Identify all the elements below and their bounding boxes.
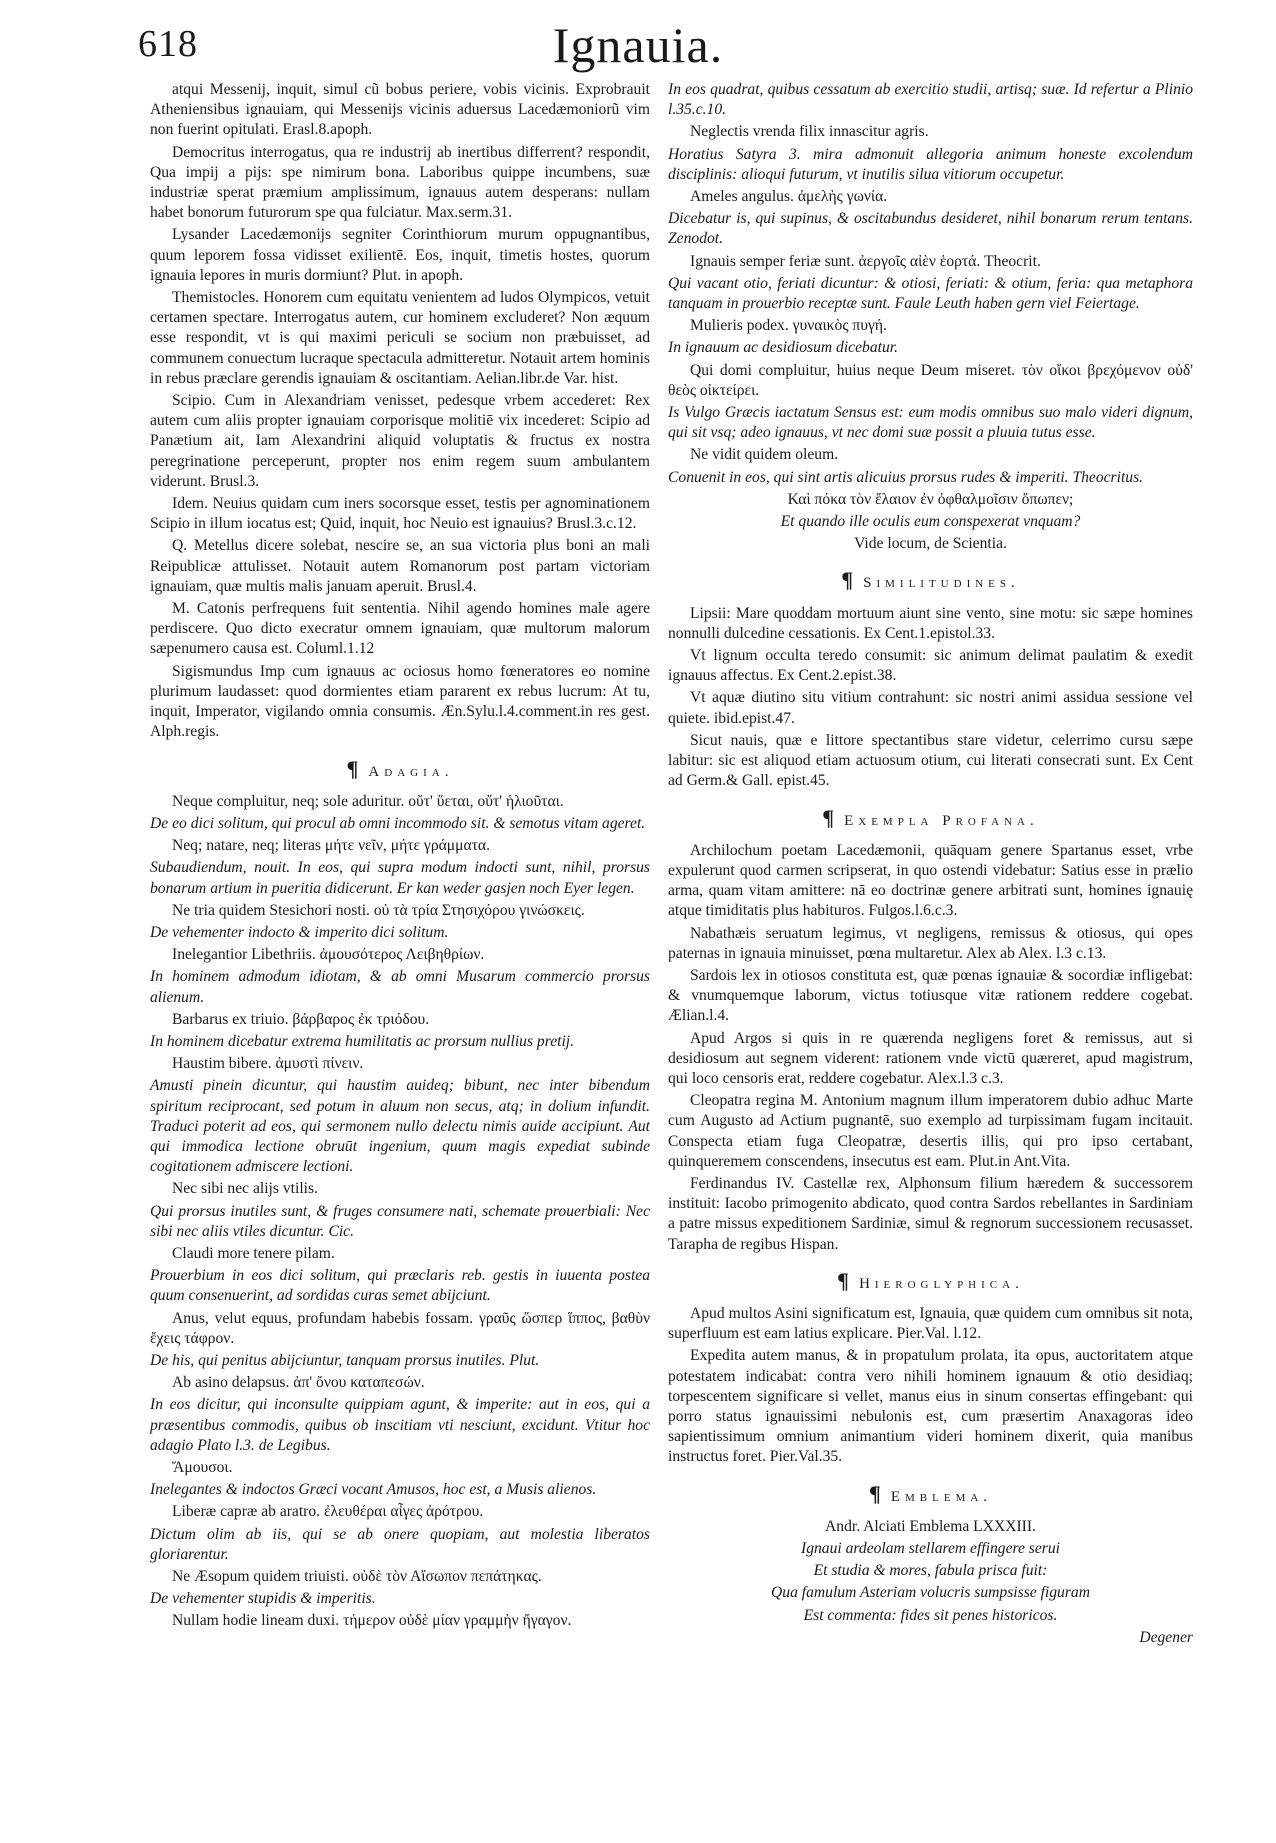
emblema-title: Andr. Alciati Emblema LXXXIII.	[825, 1517, 1036, 1535]
verse-line: Ignaui ardeolam stellarem effingere serui	[801, 1540, 1060, 1557]
adage-explanation: In eos dicitur, qui inconsulte quippiam agunt, & imperite: aut in eos, qui a præsentibus commodis, quibus ob inscitiam vti nesciunt, excidunt. Vtitur hoc adagio Plato l.3. de Legibus.	[150, 1396, 650, 1454]
adage-explanation: In hominem admodum idiotam, & ab omni Musarum commercio prorsus alienum.	[150, 968, 650, 1006]
adage: Mulieris podex. γυναικὸς πυγή.	[690, 317, 887, 335]
adage-explanation: Qui prorsus inutiles sunt, & fruges consumere nati, schemate prouerbiali: Nec sibi nec aliis vtiles dicuntur. Cic.	[150, 1202, 650, 1240]
paragraph: Ferdinandus IV. Castellæ rex, Alphonsum filium hæredem & successorem instituit: Iacobo primogenito abdicato, quod contra Sardos rebellantes in Sardiniam a patre missus expeditionem Sardiniæ, simul & regnorum successionem recusasset. Tarapha de regibus Hispan.	[668, 1174, 1193, 1253]
paragraph: Vt lignum occulta teredo consumit: sic animum delimat paulatim & exedit ignauus affectus. Ex Cent.2.epist.38.	[668, 647, 1193, 685]
adage: Neglectis vrenda filix innascitur agris.	[690, 123, 929, 141]
adage-explanation: De vehementer indocto & imperito dici solitum.	[150, 923, 449, 941]
adage: Barbarus ex triuio. βάρβαρος ἐκ τριόδου.	[172, 1010, 430, 1028]
paragraph: Archilochum poetam Lacedæmonii, quāquam genere Spartanus esset, vrbe expulerunt quod carmen scripserat, in quo ostendi videbatur: Satius esse in prælio arma, quam vitam amittere: nā eo doctrinæ genere arbitrati sunt, homines ignauię atque timiditatis plus habituros. Fulgos.l.6.c.3.	[668, 841, 1193, 920]
adage-explanation: Inelegantes & indoctos Græci vocant Amusos, hoc est, a Musis alienos.	[150, 1481, 597, 1499]
exempla-heading	[668, 804, 1193, 831]
right-column	[668, 80, 1193, 1650]
adage-explanation: Dicebatur is, qui supinus, & oscitabundus desideret, nihil bonarum rerum tentans. Zenodot.	[668, 210, 1193, 248]
adage-explanation: Dictum olim ab iis, qui se ab onere quopiam, aut molestia liberatos gloriarentur.	[150, 1525, 650, 1563]
adage: Nec sibi nec alijs vtilis.	[172, 1180, 318, 1198]
emblema-heading-text: Emblema.	[890, 1488, 993, 1505]
adage: Anus, velut equus, profundam habebis fossam. γραῦς ὥσπερ ἵππος, βαθὺν ἔχεις τάφρον.	[150, 1309, 650, 1347]
adage: Ἄμουσοι.	[172, 1459, 233, 1476]
adage-explanation: In hominem dicebatur extrema humilitatis ac prorsum nullius pretij.	[150, 1032, 575, 1050]
right-top-list	[668, 80, 1193, 554]
paragraph: Themistocles. Honorem cum equitatu venientem ad ludos Olympicos, vetuit certamen spectare. Interrogatus autem, cur hominem excluderet? Non æquum esse respondit, vt is qui maximi periculi se socium non præbuisset, ad communem conuectum lucraque spectacula admitteretur. Notauit artem hominis in rebus præclare gerendis ignauiam & oscitantiam. Aelian.libr.de Var. hist.	[150, 289, 650, 387]
paragraph: Lysander Lacedæmonijs segniter Corinthiorum murum oppugnantibus, quum leporem fossa vidisset exilientē. Eos, inquit, timetis hostes, quorum ignauia lepores in muris dormiunt? Plut. in apoph.	[150, 226, 650, 284]
adage-explanation: De his, qui penitus abijciuntur, tanquam prorsus inutiles. Plut.	[150, 1351, 540, 1369]
paragraph: atqui Messenij, inquit, simul cũ bobus periere, vobis vicinis. Exprobrauit Atheniensibus ignauiam, qui Messenijs vicinis aduersus Lacedæmoniorũ vim non fuerint opitulati. Erasl.8.apoph.	[150, 81, 650, 139]
adage-explanation: Vide locum, de Scientia.	[854, 535, 1007, 553]
adage-explanation: De vehementer stupidis & imperitis.	[150, 1590, 376, 1608]
adage-explanation: Prouerbium in eos dici solitum, qui præclaris reb. gestis in iuuenta postea quum consenuerint, ad sordidas curas semet abijciunt.	[150, 1267, 650, 1305]
adage: Claudi more tenere pilam.	[172, 1244, 335, 1262]
adage: Neq; natare, neq; literas μήτε νεῖν, μήτε γράμματα.	[172, 837, 491, 855]
similitudines-heading	[668, 567, 1193, 593]
adage: Neque compluitur, neq; sole aduritur. οὔτ' ὕεται, οὔτ' ἡλιοῦται.	[172, 792, 564, 810]
adage-explanation: In eos quadrat, quibus cessatum ab exercitio studii, artisq; suæ. Id refertur a Plinio l.35.c.10.	[668, 81, 1193, 119]
paragraph: Lipsii: Mare quoddam mortuum aiunt sine vento, sine motu: sic sæpe homines nonnulli dulcedine cessationis. Ex Cent.1.epistol.33.	[668, 604, 1193, 642]
adage: Ameles angulus. ἀμελὴς γωνία.	[690, 188, 888, 206]
similitudines-list	[668, 604, 1193, 792]
adage-explanation: Et quando ille oculis eum conspexerat vnquam?	[780, 513, 1081, 531]
page-number: 618	[138, 23, 198, 65]
adage: Ne Æsopum quidem triuisti. οὐδὲ τὸν Αἴσωπον πεπάτηκας.	[172, 1568, 542, 1586]
adagia-heading	[150, 755, 650, 782]
left-column	[150, 80, 650, 1634]
adage: Liberæ capræ ab aratro. ἐλευθέραι αἶγες ἀρότρου.	[172, 1503, 484, 1521]
paragraph: Cleopatra regina M. Antonium magnum illum imperatorem dubio adhuc Marte cum Augusto ad Actium pugnantē, suo exemplo ad turpissimam fugam incitauit. Conspecta etiam fuga Cleopatræ, desertis illis, qui pro ipso certabant, quinqueremem conscendens, insecutus est eam. Plut.in Ant.Vita.	[668, 1092, 1193, 1170]
adage: Nullam hodie lineam duxi. τήμερον οὐδὲ μίαν γραμμὴν ἤγαγον.	[172, 1612, 572, 1630]
similitudines-heading-text: Similitudines.	[863, 575, 1020, 592]
adage: Inelegantior Libethriis. ἀμουσότερος Λειβηθρίων.	[172, 946, 485, 964]
emblema-verses	[668, 1539, 1193, 1626]
paragraph: Idem. Neuius quidam cum iners socorsque esset, testis per agnominationem Scipio in illum iocatus est; Quid, inquit, hoc Neuio est ignauius? Brusl.3.c.12.	[150, 495, 650, 533]
paragraph: Democritus interrogatus, qua re industrij ab inertibus differrent? respondit, Qua impij a pijs: spe nimirum bona. Laboribus quippe incumbens, suæ industriæ sperat præmium amplissimum, ignauus autem desperans: nullam habet bonorum futurorum spe qua fulciatur. Max.serm.31.	[150, 143, 650, 222]
exempla-heading-text: Exempla Profana.	[844, 812, 1039, 829]
adage: Haustim bibere. ἀμυστὶ πίνειν.	[172, 1055, 364, 1073]
exempla-list	[668, 841, 1193, 1255]
paragraph: M. Catonis perfrequens fuit sententia. Nihil agendo homines male agere perdiscere. Quo dicto execratur omnem ignauiam, quæ multorum malorum sæpenumero causa est. Columl.1.12	[150, 600, 650, 658]
adage-explanation: Qui vacant otio, feriati dicuntur: & otiosi, feriati: & otium, feria: qua metaphora tanquam in prouerbio receptæ sunt. Faule Leuth haben gern viel Feiertage.	[668, 274, 1193, 313]
hieroglyphica-list	[668, 1304, 1193, 1468]
catchword: Degener	[1139, 1628, 1193, 1646]
verse-line: Et studia & mores, fabula prisca fuit:	[813, 1562, 1048, 1580]
paragraph: Expedita autem manus, & in propatulum prolata, ita opus, auctoritatem atque potestatem indicabat: contra vero nihili hominem ignauum & otio desidiaq; torpescentem significare si vellet, manus eius in sinum consertas effingebant: qui porro status ignauissimi nebulonis est, cum præsertim Anaxagoras ideo sapientissimum omnium animantium videri hominem dixerit, quia manibus instructus foret. Pier.Val.35.	[668, 1347, 1193, 1466]
pilcrow-icon: ¶	[841, 567, 854, 593]
hieroglyphica-heading	[668, 1267, 1193, 1294]
verse-line: Qua famulum Asteriam volucris sumpsisse figuram	[771, 1584, 1090, 1602]
adage-explanation: Is Vulgo Græcis iactatum Sensus est: eum modis omnibus suo malo videri dignum, qui sit vsq; adeo ignauus, vt nec domi suæ possit a pluuia tutus esse.	[668, 404, 1193, 442]
adage-explanation: Subaudiendum, nouit. In eos, qui supra modum indocti sunt, nihil, prorsus bonarum artium in pueritia didicerunt. Er kan weder gasjen noch Eyer legen.	[150, 859, 650, 897]
paragraph: Vt aquæ diutino situ vitium contrahunt: sic nostri animi assidua sessione vel quiete. ibid.epist.47.	[668, 689, 1193, 727]
adage: Ne tria quidem Stesichori nosti. οὐ τὰ τρία Στησιχόρου γινώσκεις.	[172, 901, 585, 919]
adage: Ab asino delapsus. ἀπ' ὄνου καταπεσών.	[172, 1374, 425, 1392]
paragraph: Sicut nauis, quæ e littore spectantibus stare videtur, celerrimo cursu sæpe labitur: sic est aliquod etiam actuosum otium, cui literati consecrati sunt. Ex Cent ad Germ.& Gall. epist.45.	[668, 731, 1193, 790]
running-head: Ignauia.	[552, 17, 724, 73]
adage-explanation: De eo dici solitum, qui procul ab omni incommodo sit. & semotus vitam ageret.	[150, 814, 646, 832]
paragraph: Apud Argos si quis in re quærenda negligens foret & remissus, aut si desidiosum aut segnem viderent: rationem vnde victū quæreret, apud magistrum, qui loco censoris erat, reddere cogebatur. Alex.l.3 c.3.	[668, 1029, 1193, 1087]
adagia-heading-text: Adagia.	[368, 763, 454, 780]
paragraph: Q. Metellus dicere solebat, nescire se, an sua victoria plus boni an mali Reipublicæ attulisset. Notauit autem Romanorum post partam victoriam ignauiam, quæ multis malis januam aperuit. Brusl.4.	[150, 537, 650, 595]
adage-explanation: In ignauum ac desidiosum dicebatur.	[668, 339, 898, 357]
pilcrow-icon: ¶	[868, 1480, 881, 1506]
pilcrow-icon: ¶	[346, 755, 359, 781]
adagia-list	[150, 792, 650, 1632]
emblema-heading	[668, 1480, 1193, 1507]
left-paragraphs	[150, 80, 650, 743]
paragraph: Sardois lex in otiosos constituta est, quæ pœnas ignauiæ & socordiæ infligebat: & vnumquemque laborum, victus totiusque vitæ rationem reddere cogebat. Ælian.l.4.	[668, 966, 1193, 1025]
adage: Ignauis semper feriæ sunt. ἀεργοῖς αἰὲν ἑορτά. Theocrit.	[690, 252, 1041, 270]
paragraph: Scipio. Cum in Alexandriam venisset, pedesque vrbem accederet: Rex autem cum aliis propter ignauiam corporisque molitiē vix incederet: Scipio ad Panætium ait, Iam Alexandrini aliquid voluptatis & fructus ex nostra peregrinatione perceperunt, propter nos enim regem suum ambulantem viderunt. Brusl.3.	[150, 392, 650, 490]
paragraph: Apud multos Asini significatum est, Ignauia, quæ quidem cum omnibus sit nota, superfluum est eam latius explicare. Pier.Val. l.12.	[668, 1304, 1193, 1343]
paragraph: Nabathæis seruatum legimus, vt negligens, remissus & otiosus, qui opes paternas in ignauia minuisset, pœna multaretur. Alex ab Alex. l.3 c.13.	[668, 924, 1193, 962]
pilcrow-icon: ¶	[822, 804, 835, 830]
adage-explanation: Amusti pinein dicuntur, qui haustim auideq; bibunt, nec inter bibendum spiritum reciprocant, sed potum in aluum non secus, atq; in dolium infundit. Traduci poterit ad eos, qui sermonem nullo delectu nimis auide accipiunt. Aut qui immodica lectione obruūt ingenium, quum magis expediat subinde cogitationem admiscere lectioni.	[150, 1077, 650, 1176]
adage-explanation: Horatius Satyra 3. mira admonuit allegoria animum honeste excolendum disciplinis: alioqui futurum, vt inutilis silua vitiorum occupetur.	[668, 145, 1193, 183]
pilcrow-icon: ¶	[837, 1267, 850, 1293]
adage: Qui domi compluitur, huius neque Deum miseret. τὸν οἴκοι βρεχόμενον οὐδ' θεὸς οἰκτείρει.	[668, 361, 1193, 399]
adage-explanation: Καὶ πόκα τὸν ἔλαιον ἐν ὀφθαλμοῖσιν ὄπωπεν;	[787, 490, 1074, 508]
paragraph: Sigismundus Imp cum ignauus ac ociosus homo fœneratores eo nomine plurimum laudasset: quod dormientes etiam pararent ex rebus lucrum: At tu, inquit, Imperator, vigilando omnia consumis. Æn.Sylu.l.4.comment.in res gest. Alph.regis.	[150, 662, 650, 741]
adage: Ne vidit quidem oleum.	[690, 446, 839, 464]
adage-explanation: Conuenit in eos, qui sint artis alicuius prorsus rudes & imperiti. Theocritus.	[668, 468, 1144, 486]
verse-line: Est commenta: fides sit penes historicos.	[803, 1606, 1058, 1624]
hieroglyphica-heading-text: Hieroglyphica.	[859, 1275, 1024, 1292]
